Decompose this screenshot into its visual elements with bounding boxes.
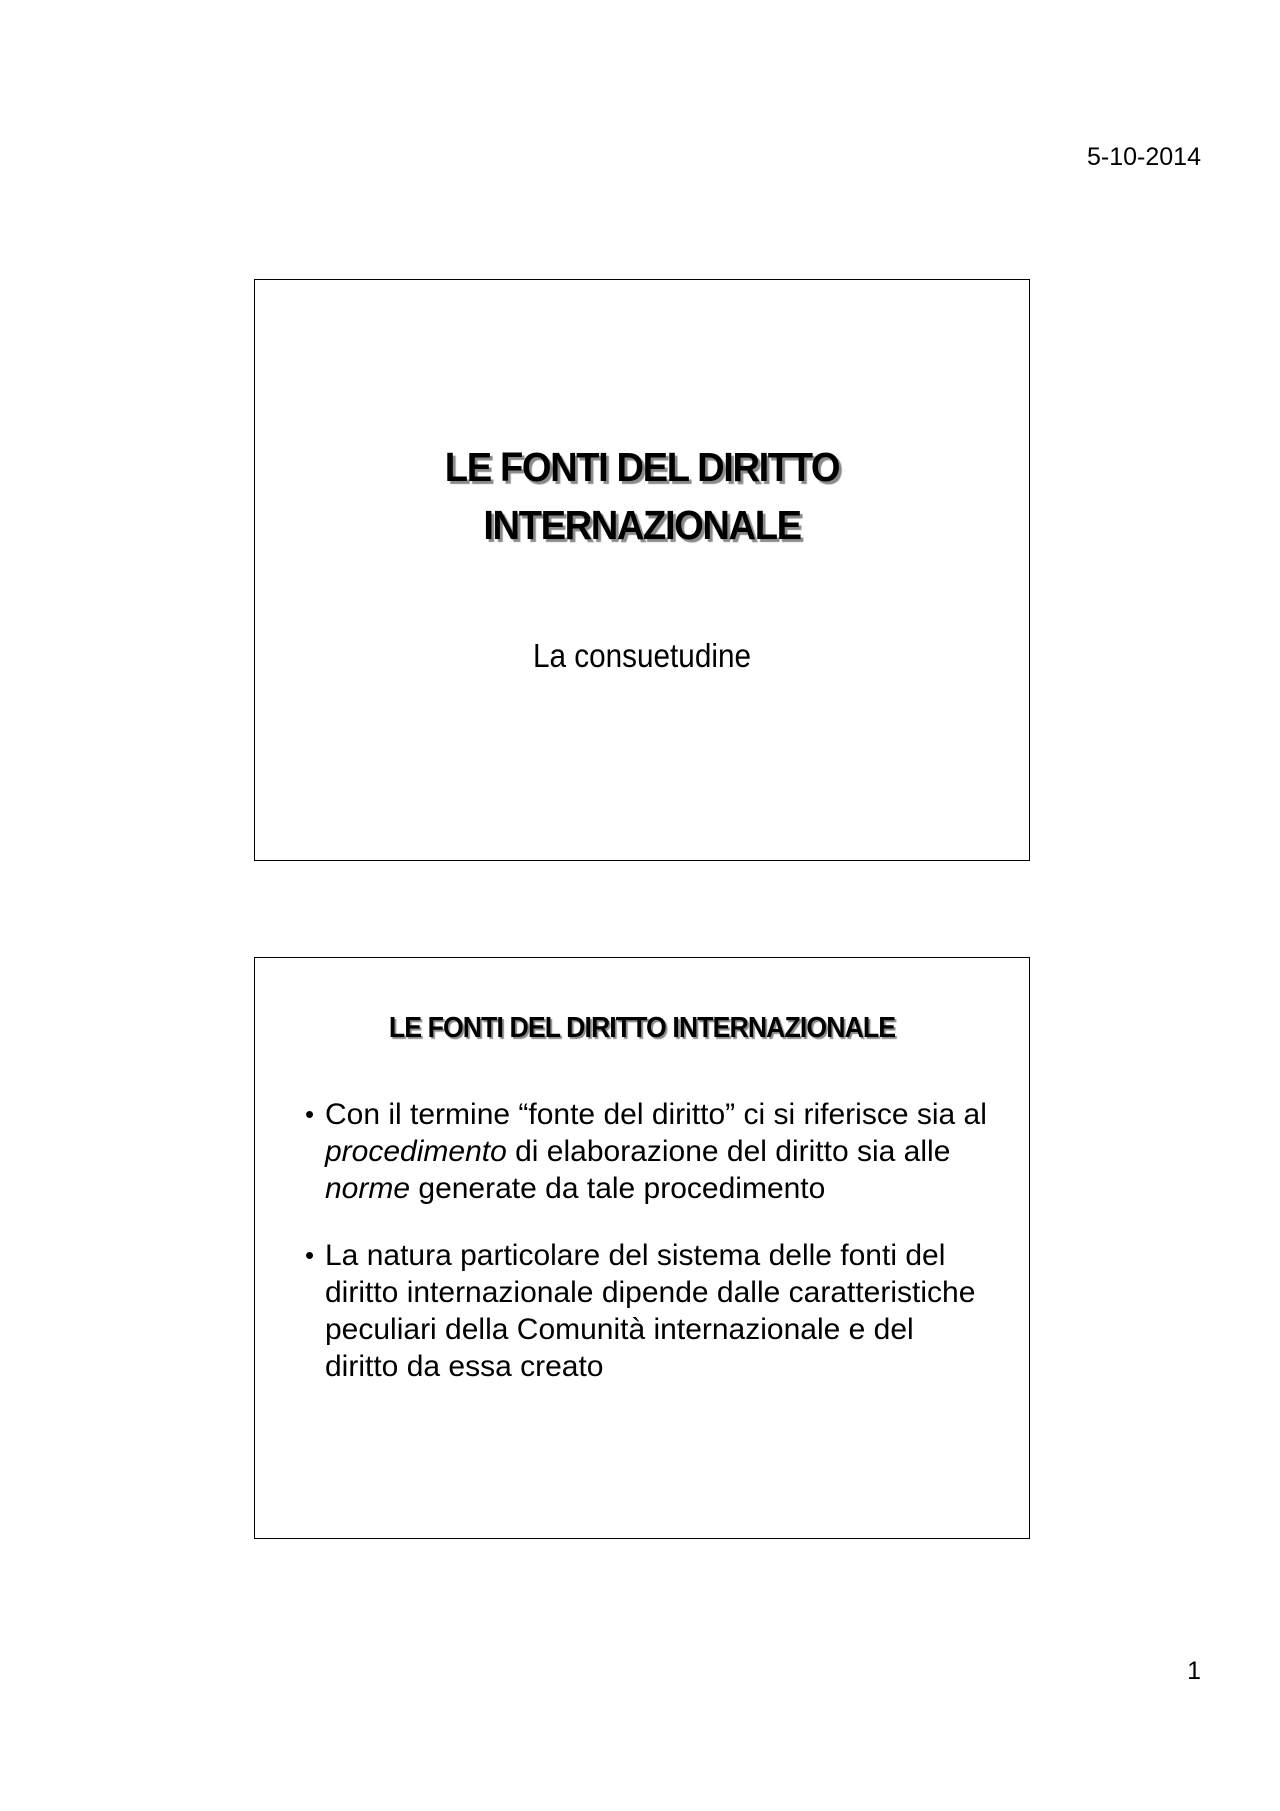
slide-1: [254, 279, 1030, 861]
slide-heading: LE FONTI DEL DIRITTO INTERNAZIONALE: [388, 1012, 896, 1044]
bullet-text: La natura particolare del sistema delle fonti del diritto internazionale dipende dalle caratteristiche peculiari della Comunità internazionale e del diritto da essa creato: [325, 1239, 976, 1383]
slide-title-line-1: LE FONTI DEL DIRITTO: [444, 444, 840, 490]
bullet-icon: •: [305, 1240, 315, 1270]
header-date: 5-10-2014: [1087, 143, 1201, 171]
slide-title-line-2: INTERNAZIONALE: [483, 502, 801, 548]
emphasis-norme: norme: [325, 1172, 411, 1205]
bullet-item: [305, 1237, 995, 1385]
slide-title: [282, 438, 1002, 554]
bullet-text-part: generate da tale procedimento: [410, 1172, 826, 1205]
slide-2: [254, 957, 1030, 1539]
bullet-icon: •: [305, 1099, 315, 1129]
emphasis-procedimento: procedimento: [325, 1135, 507, 1168]
bullet-list: [305, 1096, 995, 1415]
slide-subtitle: La consuetudine: [533, 637, 751, 674]
bullet-text-part: Con il termine “fonte del diritto” ci si riferisce sia al: [325, 1098, 987, 1131]
bullet-text-part: di elaborazione del diritto sia alle: [506, 1135, 951, 1168]
page-number: 1: [1187, 1657, 1201, 1685]
bullet-item: [305, 1096, 995, 1207]
bullet-text: [325, 1098, 987, 1205]
